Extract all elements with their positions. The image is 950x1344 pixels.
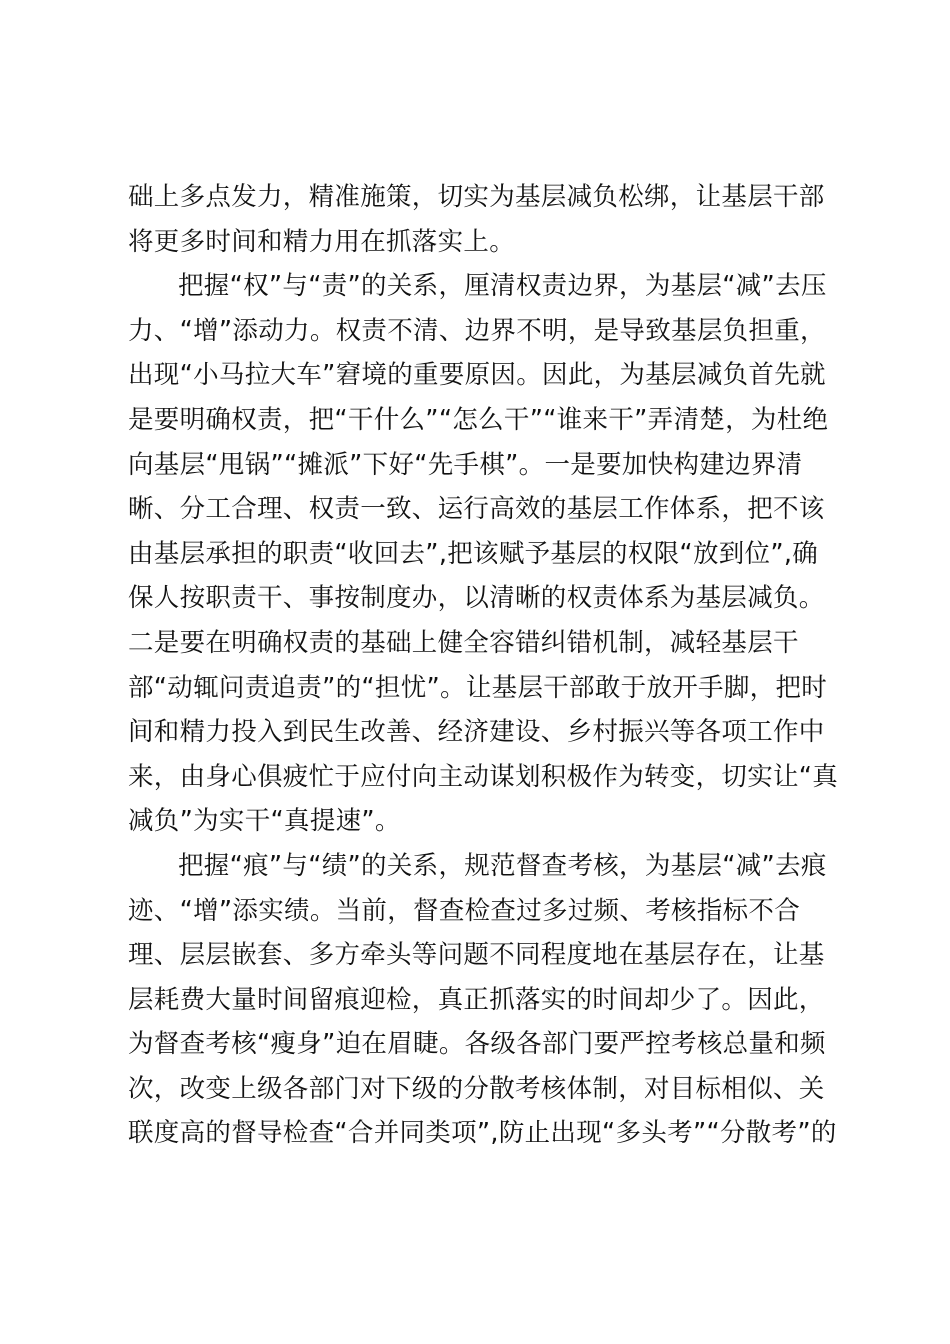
text-line: 层耗费大量时间留痕迎检，真正抓落实的时间却少了。因此，	[128, 984, 825, 1015]
text-line: 础上多点发力，精准施策，切实为基层减负松绑，让基层干部	[128, 182, 825, 212]
text-line: 出现“小马拉大车”窘境的重要原因。因此，为基层减负首先就	[128, 360, 826, 391]
text-line: 减负”为实干“真提速”。	[128, 806, 401, 837]
paragraph-start-line: 把握“痕”与“绩”的关系，规范督查考核，为基层“减”去痕	[178, 850, 827, 881]
text-line: 间和精力投入到民生改善、经济建设、乡村振兴等各项工作中	[128, 717, 825, 748]
text-line: 次，改变上级各部门对下级的分散考核体制，对目标相似、关	[128, 1073, 825, 1104]
text-line: 来，由身心俱疲忙于应付向主动谋划积极作为转变，切实让“真	[128, 761, 839, 792]
paragraph-start-line: 把握“权”与“责”的关系，厘清权责边界，为基层“减”去压	[178, 271, 827, 302]
text-line: 保人按职责干、事按制度办，以清晰的权责体系为基层减负。	[128, 583, 825, 614]
text-line: 理、层层嵌套、多方牵头等问题不同程度地在基层存在，让基	[128, 940, 825, 971]
text-line: 力、“增”添动力。权责不清、边界不明，是导致基层负担重，	[128, 315, 826, 346]
text-line: 迹、“增”添实绩。当前，督查检查过多过频、考核指标不合	[128, 895, 801, 926]
text-line: 晰、分工合理、权责一致、运行高效的基层工作体系，把不该	[128, 494, 825, 525]
text-line: 部“动辄问责追责”的“担忧”。让基层干部敢于放开手脚，把时	[128, 672, 828, 703]
text-line: 是要明确权责，把“干什么”“怎么干”“谁来干”弄清楚，为杜绝	[128, 404, 829, 435]
body-text	[128, 175, 839, 1156]
text-line: 将更多时间和精力用在抓落实上。	[128, 226, 516, 257]
text-line: 二是要在明确权责的基础上健全容错纠错机制，减轻基层干	[128, 627, 799, 658]
text-line: 向基层“甩锅”“摊派”下好“先手棋”。一是要加快构建边界清	[128, 449, 803, 480]
text-line: 由基层承担的职责“收回去”,把该赋予基层的权限“放到位”,确	[128, 538, 819, 569]
text-line: 为督查考核“瘦身”迫在眉睫。各级各部门要严控考核总量和频	[128, 1029, 826, 1060]
text-line: 联度高的督导检查“合并同类项”,防止出现“多头考”“分散考”的	[128, 1118, 837, 1149]
